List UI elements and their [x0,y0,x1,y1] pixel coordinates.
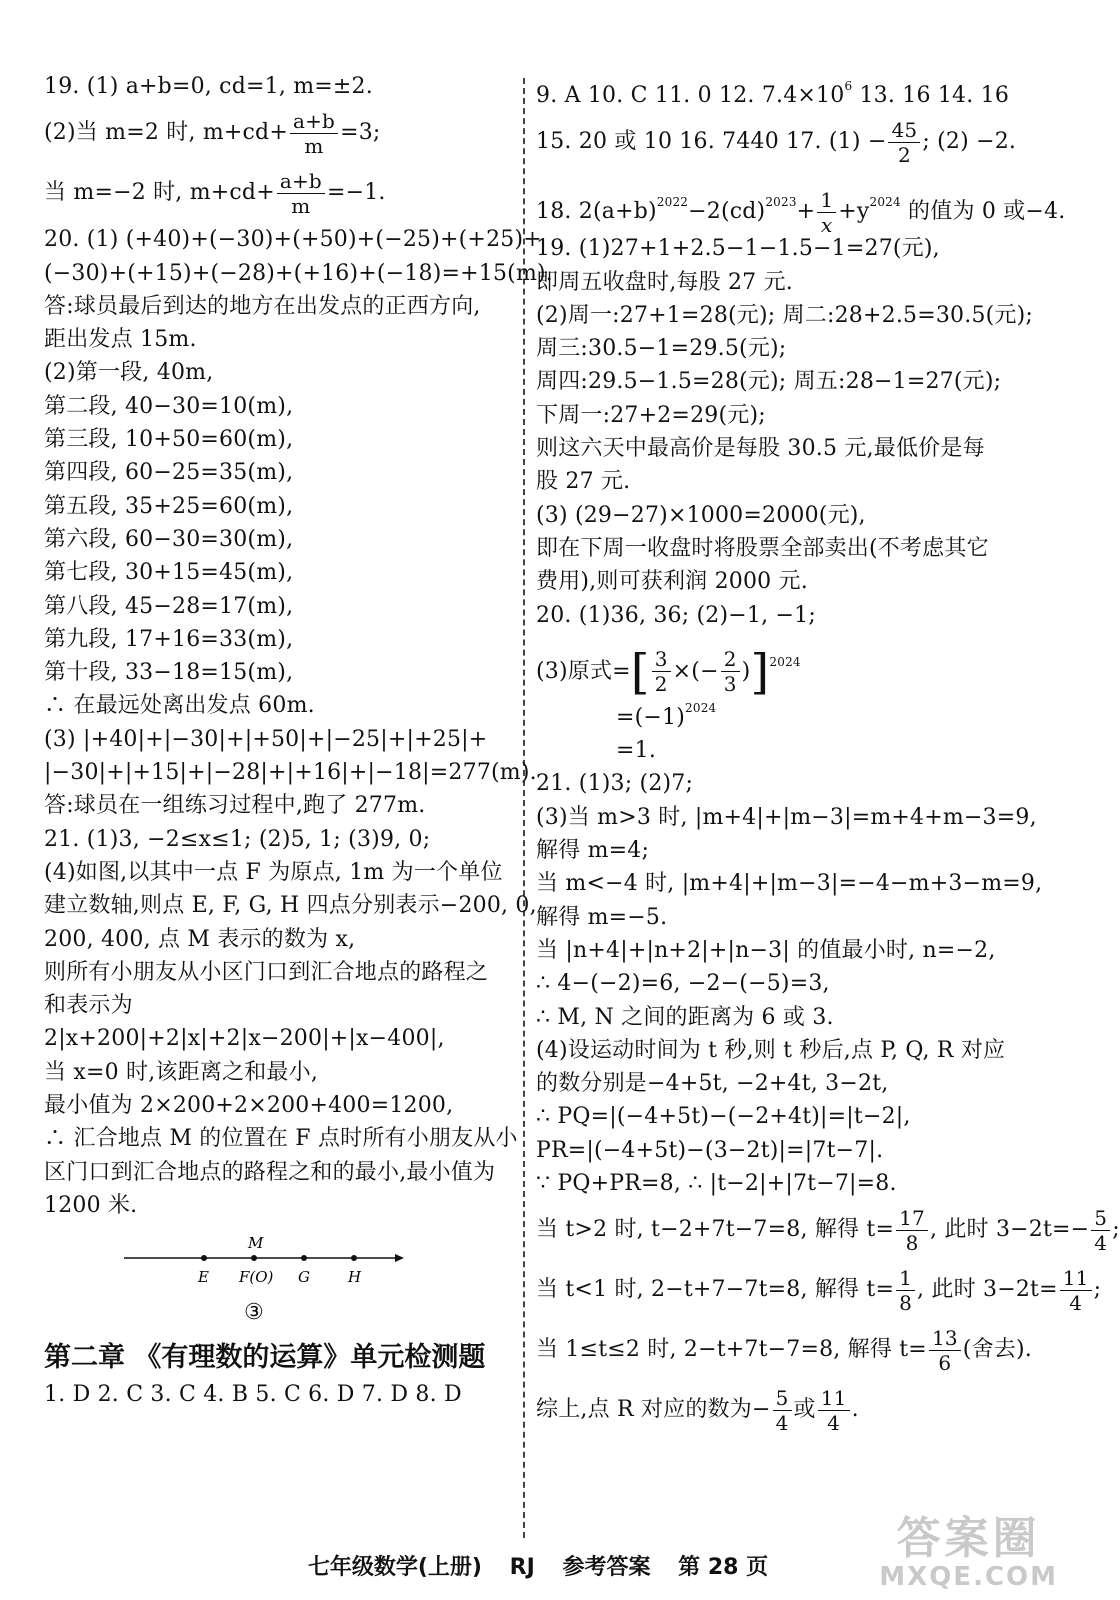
answer-line: 即在下周一收盘时将股票全部卖出(不考虑其它 [536,535,989,561]
answer-line: ∵ PQ+PR=8, ∴ |t−2|+|7t−7|=8. [536,1171,897,1197]
fraction: $\frac{1}{8}$ [896,1268,915,1313]
answer-line: (2)周一:27+1=28(元); 周二:28+2.5=30.5(元); [536,302,1034,328]
answer-18: 18. $2(a+b)^{2022}-2(cd)^{2023}+$ $\frac{1}{x}$ $+y^{2024}$ 的值为 0 或−4. [536,187,1066,237]
answer-line: 解得 m=−5. [536,904,668,930]
point-g [301,1255,307,1261]
answer-line: 第二段, 40−30=10(m), [44,393,294,419]
case-t-gt-2: 当 t>2 时, t−2+7t−7=8, 解得 t= $\frac{17}{8}$ , 此时 3−2t=− $\frac{5}{4}$ ; [536,1205,1120,1255]
label-h: H [348,1268,362,1287]
answer-line: 第六段, 60−30=30(m), [44,526,294,552]
answer-line: 当 m<−4 时, |m+4|+|m−3|=−4−m+3−m=9, [536,871,1043,897]
answer-line: 最小值为 2×200+2×200+400=1200, [44,1093,454,1119]
answer-line: 第五段, 35+25=60(m), [44,493,294,519]
q20-part3-line1: (3)原式=[ $\frac{3}{2}$ ×(− $\frac{2}{3}$ )]$^{2024}$ [536,643,801,700]
answer-line: 建立数轴,则点 E, F, G, H 四点分别表示−200, 0, [44,893,537,919]
answer-line: 19. (1)27+1+2.5−1−1.5−1=27(元), [536,236,940,262]
q20-part3-line3: =1. [616,738,657,764]
footer-subject: 七年级数学(上册) [307,1555,482,1580]
answer-line: 则所有小朋友从小区门口到汇合地点的路程之 [44,959,489,985]
case-t-lt-1: 当 t<1 时, 2−t+7−7t=8, 解得 t= $\frac{1}{8}$ , 此时 3−2t= $\frac{11}{4}$ ; [536,1265,1102,1315]
q19-part3-result: =−1. [326,180,386,206]
fraction: $\frac{45}{2}$ [888,120,920,165]
label-m: M [248,1234,264,1253]
answer-line: (3) (29−27)×1000=2000(元), [536,502,866,528]
mc-answers: 1. D 2. C 3. C 4. B 5. C 6. D 7. D 8. D [44,1381,462,1407]
column-divider [523,78,525,1538]
answer-line: |−30|+|+15|+|−28|+|+16|+|−18|=277(m). [44,760,537,786]
answer-line: (3)当 m>3 时, |m+4|+|m−3|=m+4+m−3=9, [536,804,1037,830]
answer-line: (4)设运动时间为 t 秒,则 t 秒后,点 P, Q, R 对应 [536,1037,1006,1063]
answer-line: ∴ 在最远处离出发点 60m. [44,693,315,719]
footer-page-number: 第 28 页 [678,1555,769,1580]
answer-line: (3) |+40|+|−30|+|+50|+|−25|+|+25|+ [44,726,488,752]
figure-number: ③ [244,1300,264,1326]
fraction: $\frac{3}{2}$ [652,649,671,694]
watermark-logo: 答案圈 MXQE.COM [879,1513,1058,1592]
answer-line: 20. (1)36, 36; (2)−1, −1; [536,602,816,628]
answer-line: 第九段, 17+16=33(m), [44,626,294,652]
case-t-between: 当 1≤t≤2 时, 2−t+7t−7=8, 解得 t= $\frac{13}{6}$ (舍去). [536,1325,1032,1375]
point-f [251,1255,257,1261]
fraction: $\frac{5}{4}$ [1091,1208,1110,1253]
answer-line: 当 |n+4|+|n+2|+|n−3| 的值最小时, n=−2, [536,937,996,963]
chapter-title: 第二章 《有理数的运算》单元检测题 [44,1341,486,1373]
answer-line: 21. (1)3; (2)7; [536,771,694,797]
answer-line: 第十段, 33−18=15(m), [44,660,294,686]
label-f: F(O) [239,1268,274,1287]
answer-line: ∴ PQ=|(−4+5t)−(−2+4t)|=|t−2|, [536,1104,911,1130]
point-h [351,1255,357,1261]
q19-part3-text: 当 m=−2 时, m+cd+ [44,180,275,206]
label-e: E [198,1268,209,1287]
fraction: $\frac{13}{6}$ [929,1328,961,1373]
answer-line: 即周五收盘时,每股 27 元. [536,269,793,295]
answer-line: 的数分别是−4+5t, −2+4t, 3−2t, [536,1071,889,1097]
fraction: $\frac{5}{4}$ [773,1388,792,1433]
answer-line: 答:球员在一组练习过程中,跑了 277m. [44,793,426,819]
answer-line: (4)如图,以其中一点 F 为原点, 1m 为一个单位 [44,859,503,885]
q19-part2-result: =3; [340,120,381,146]
answer-line: 区门口到汇合地点的路程之和的最小,最小值为 [44,1159,496,1185]
right-column [536,70,1120,1440]
answer-line: 则这六天中最高价是每股 30.5 元,最低价是每 [536,436,985,462]
footer-label: 参考答案 [562,1555,651,1580]
answer-line: 1200 米. [44,1192,138,1218]
answer-line: 距出发点 15m. [44,327,197,353]
q19-part2-text: (2)当 m=2 时, m+cd+ [44,120,288,146]
answer-line: 解得 m=4; [536,838,650,864]
footer-edition: RJ [509,1555,535,1580]
fraction: $\frac{2}{3}$ [721,649,740,694]
answers-15-17: 15. 20 或 10 16. 7440 17. (1) − $\frac{45}{2}$ ; (2) −2. [536,117,1017,167]
fraction: $\frac{a+b}{m}$ [277,171,325,216]
q19-part1: 19. (1) a+b=0, cd=1, m=±2. [44,74,373,99]
answer-line: ∴ M, N 之间的距离为 6 或 3. [536,1004,834,1030]
number-axis-figure [114,1230,414,1290]
answers-9-14: 9. A 10. C 11. 0 12. $7.4\times 10^6$ 13. 16 14. 16 [536,79,1010,108]
answer-line: 200, 400, 点 M 表示的数为 x, [44,926,356,952]
answer-line: 第三段, 10+50=60(m), [44,427,294,453]
answer-line: (2)第一段, 40m, [44,360,214,386]
answer-line: 和表示为 [44,993,133,1019]
q19-part3 [44,163,514,223]
answer-line: PR=|(−4+5t)−(3−2t)|=|7t−7|. [536,1137,884,1163]
axis-arrow [395,1254,404,1262]
left-lines [44,223,553,1222]
fraction: $\frac{17}{8}$ [896,1208,928,1253]
answer-line: 当 x=0 时,该距离之和最小, [44,1059,319,1085]
answer-line: 股 27 元. [536,469,631,495]
right-lines-a [536,232,1056,632]
left-column [44,70,553,1411]
answer-line: 21. (1)3, −2≤x≤1; (2)5, 1; (3)9, 0; [44,826,431,852]
answer-line: ∴ 汇合地点 M 的位置在 F 点时所有小朋友从小 [44,1126,518,1152]
answer-line: 2|x+200|+2|x|+2|x−200|+|x−400|, [44,1026,445,1052]
answer-line: ∴ 4−(−2)=6, −2−(−5)=3, [536,971,830,997]
q20-part3-line2: $=(-1)^{2024}$ [616,700,717,730]
answer-line: 第四段, 60−25=35(m), [44,460,294,486]
answer-line: 费用),则可获利润 2000 元. [536,569,808,595]
answer-line: 答:球员最后到达的地方在出发点的正西方向, [44,293,481,319]
right-lines-b [536,767,1056,1200]
fraction: $\frac{1}{x}$ [817,190,836,235]
conclusion: 综上,点 R 对应的数为− $\frac{5}{4}$ 或 $\frac{11}{4}$ . [536,1385,859,1435]
answer-line: (−30)+(+15)+(−28)+(+16)+(−18)=+15(m). [44,260,553,286]
answer-line: 第七段, 30+15=45(m), [44,560,294,586]
fraction: $\frac{a+b}{m}$ [290,111,338,156]
fraction: $\frac{11}{4}$ [818,1388,850,1433]
label-g: G [298,1268,310,1287]
q19-part2 [44,103,514,163]
answer-line: 周四:29.5−1.5=28(元); 周五:28−1=27(元); [536,369,1002,395]
answer-line: 周三:30.5−1=29.5(元); [536,336,787,362]
fraction: $\frac{11}{4}$ [1060,1268,1092,1313]
point-e [201,1255,207,1261]
answer-line: 20. (1) (+40)+(−30)+(+50)+(−25)+(+25)+ [44,227,542,253]
answer-line: 第八段, 45−28=17(m), [44,593,294,619]
answer-line: 下周一:27+2=29(元); [536,402,766,428]
